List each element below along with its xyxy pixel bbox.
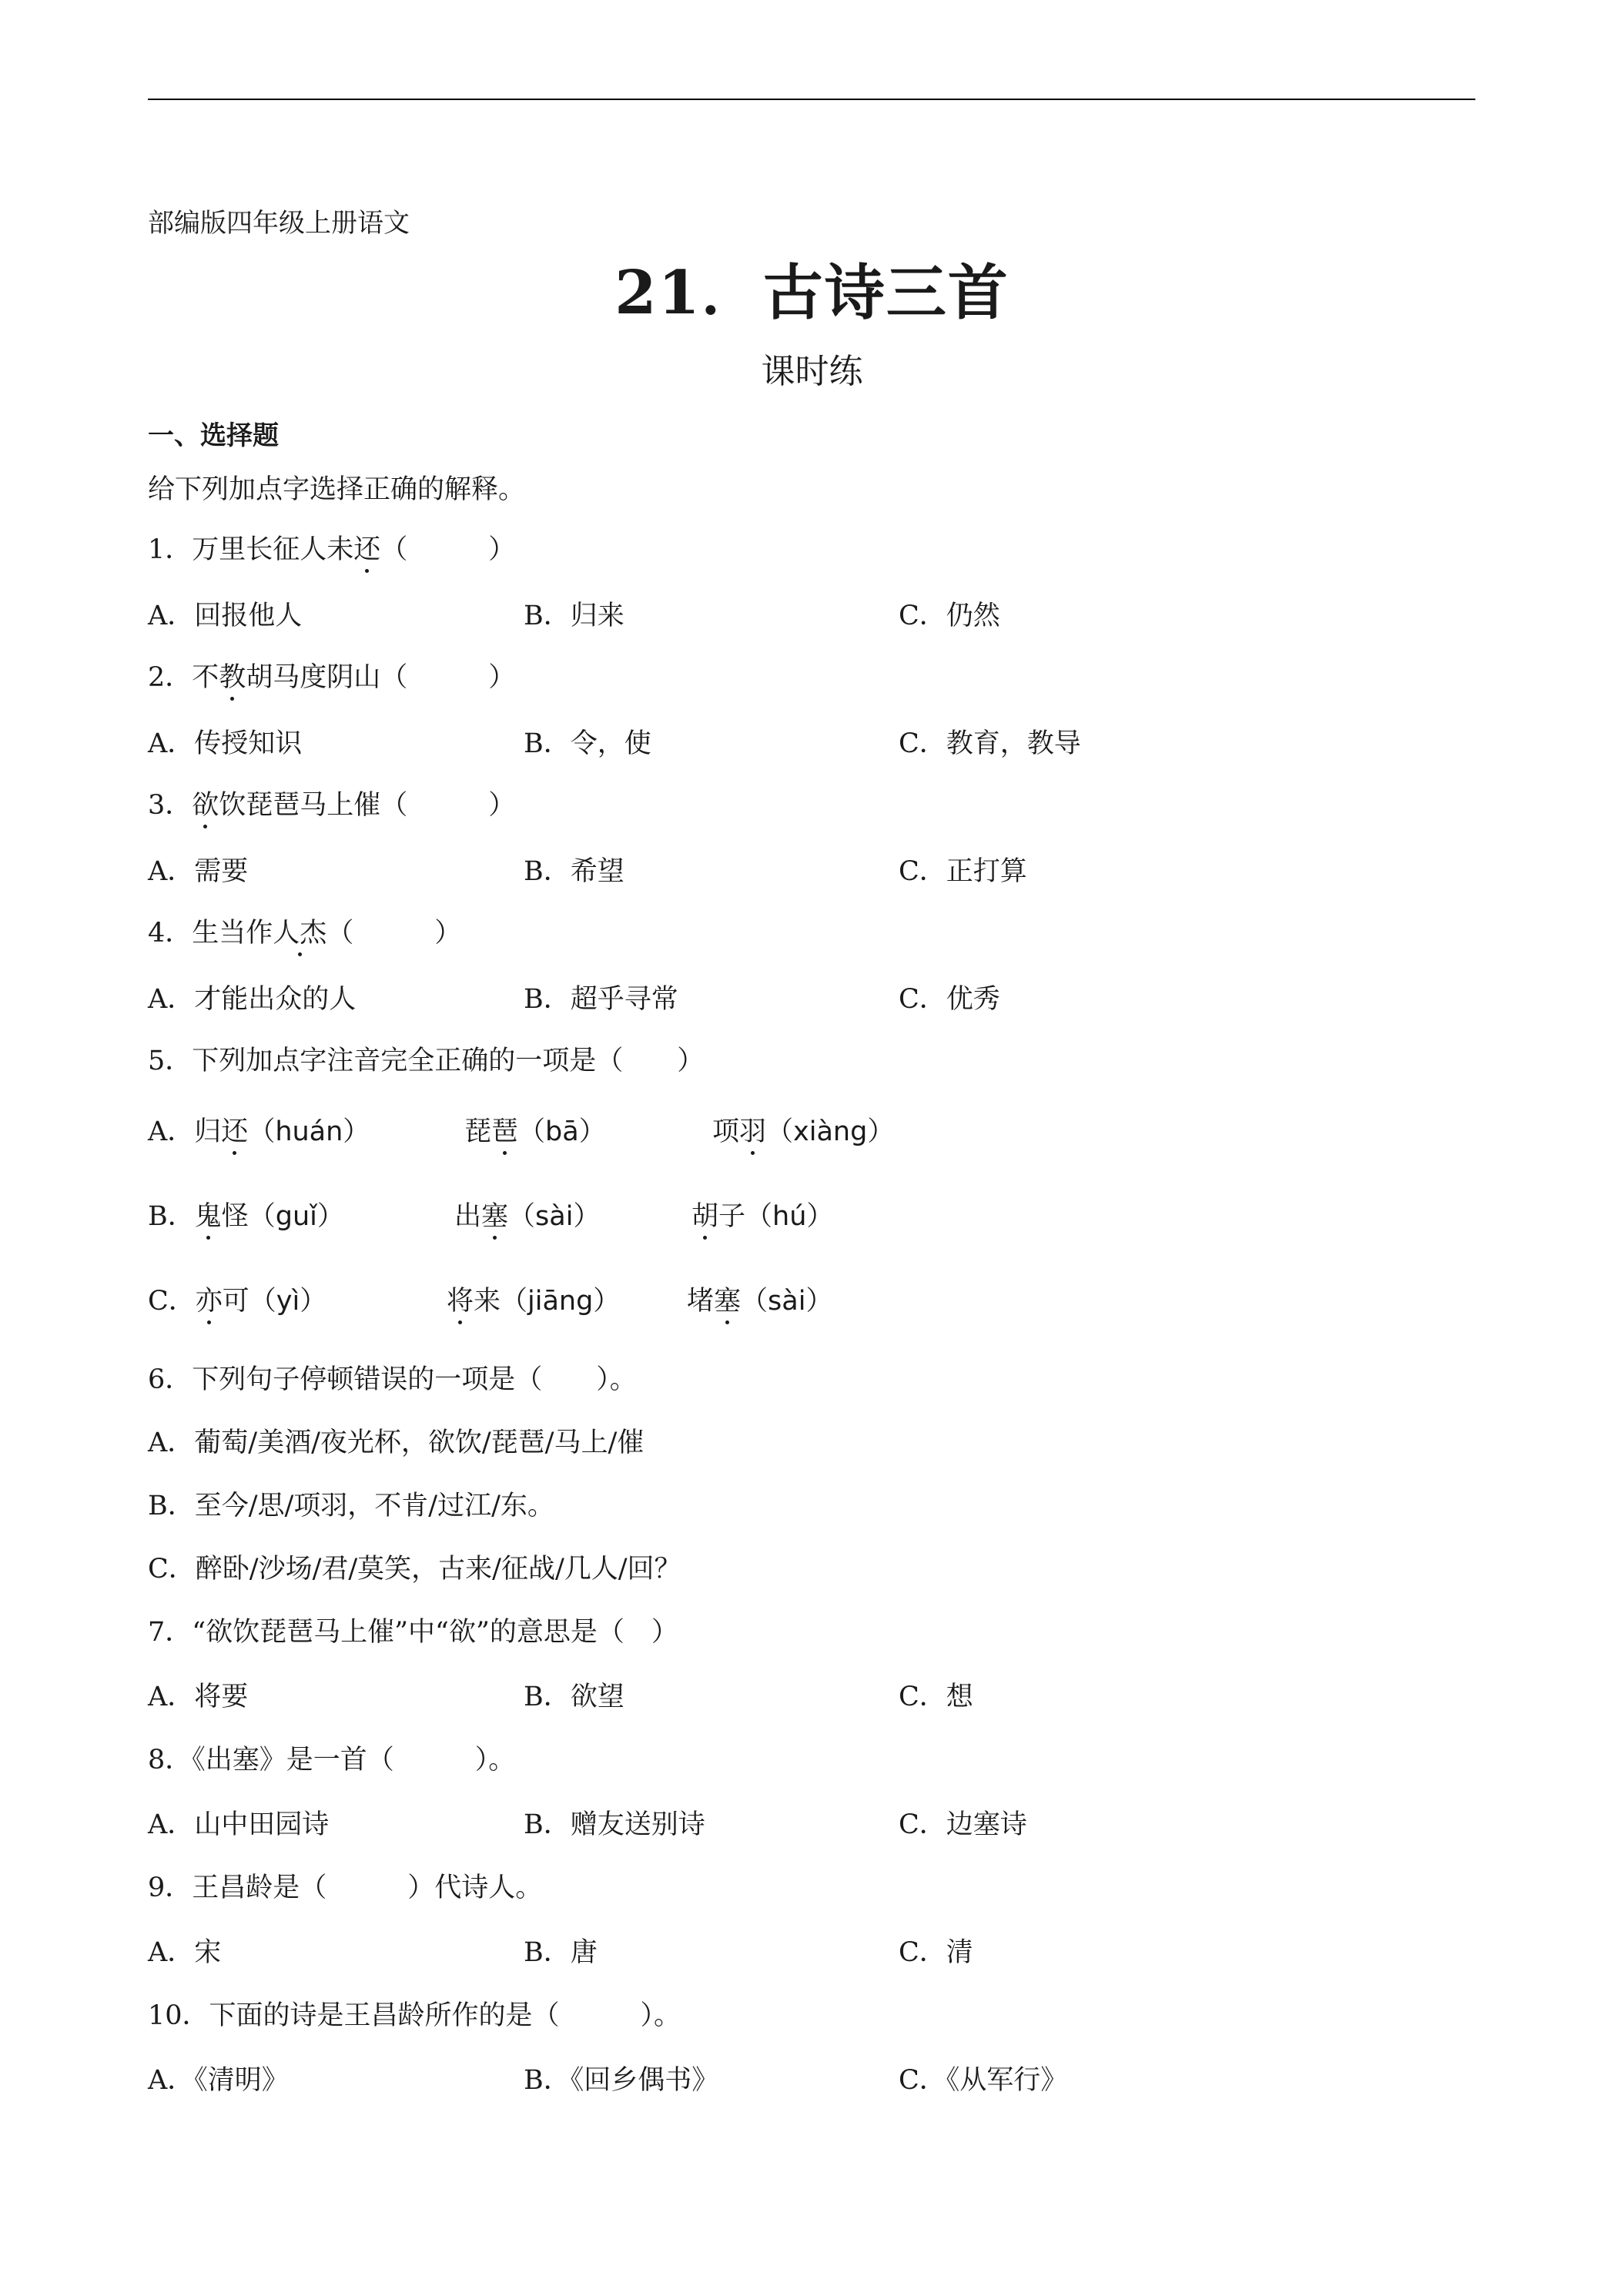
page-title: 21．古诗三首 [614,258,1010,328]
q5-option-a-item-2: 琵琶（bā） [464,1110,606,1149]
question-9: 9．王昌龄是（ ）代诗人。 [148,1873,543,1903]
question-5: 5．下列加点字注音完全正确的一项是（ ） [148,1046,705,1076]
q6-option-a: A．葡萄/美酒/夜光杯，欲饮/琵琶/马上/催 [148,1427,645,1458]
q2-option-c: C．教育，教导 [899,728,1081,759]
q3-option-a: A．需要 [148,856,249,887]
question-3: 3．欲饮琵琶马上催（ ） [148,784,515,822]
dotted-char: 人杰 [273,912,326,950]
q2-option-a: A．传授知识 [148,728,303,759]
q8-option-b: B．赠友送别诗 [524,1809,705,1840]
q4-option-b: B．超乎寻常 [524,984,678,1015]
question-2: 2．不教胡马度阴山（ ） [148,656,515,694]
q5-option-c-item-3: 堵塞（sài） [687,1280,832,1318]
q1-option-b: B．归来 [524,601,624,631]
q8-option-a: A．山中田园诗 [148,1809,330,1840]
dotted-char: 教 [219,656,246,694]
q6-option-b: B．至今/思/项羽，不肯/过江/东。 [148,1491,554,1521]
q9-option-b: B．唐 [524,1937,598,1968]
q8-option-c: C．边塞诗 [899,1809,1027,1840]
section-heading: 一、选择题 [148,420,279,451]
q9-option-a: A．宋 [148,1937,222,1968]
q3-option-c: C．正打算 [899,856,1027,887]
q5-option-b-item-2: 出塞（sài） [454,1195,600,1233]
q5-option-c: C．亦可（yì） [148,1280,326,1318]
question-7: 7．“欲饮琵琶马上催”中“欲”的意思是（ ） [148,1617,678,1648]
q1-option-c: C．仍然 [899,601,1000,631]
instruction-text: 给下列加点字选择正确的解释。 [148,474,526,505]
question-8: 8．《出塞》是一首（ ）。 [148,1745,516,1776]
question-1: 1．万里长征人未还（ ） [148,528,515,567]
q4-option-a: A．才能出众的人 [148,984,357,1015]
q4-option-c: C．优秀 [899,984,1000,1015]
q5-option-a-item-3: 项羽（xiàng） [712,1110,894,1149]
q5-option-a: A．归还（huán） [148,1110,370,1149]
q5-option-c-item-2: 将来（jiāng） [447,1280,620,1318]
q9-option-c: C．清 [899,1937,973,1968]
q7-option-c: C．想 [899,1682,973,1712]
q5-option-b-item-3: 胡子（hú） [691,1195,833,1233]
subject-label: 部编版四年级上册语文 [148,208,410,239]
q7-option-b: B．欲望 [524,1682,624,1712]
page-subtitle: 课时练 [761,352,863,391]
q3-option-b: B．希望 [524,856,624,887]
dotted-char: 欲 [192,784,219,822]
q6-option-c: C．醉卧/沙场/君/莫笑，古来/征战/几人/回？ [148,1554,681,1585]
q10-option-a: A．《清明》 [148,2065,289,2096]
question-4: 4．生当作人杰（ ） [148,912,461,950]
dotted-char: 还 [353,528,380,567]
q10-option-c: C．《从军行》 [899,2065,1068,2096]
q5-option-b: B．鬼怪（guǐ） [148,1195,344,1233]
q1-option-a: A．回报他人 [148,601,303,631]
header-rule [148,99,1475,100]
q7-option-a: A．将要 [148,1682,249,1712]
q10-option-b: B．《回乡偶书》 [524,2065,719,2096]
question-6: 6．下列句子停顿错误的一项是（ ）。 [148,1364,637,1395]
question-10: 10．下面的诗是王昌龄所作的是（ ）。 [148,2000,681,2031]
q2-option-b: B．令，使 [524,728,651,759]
